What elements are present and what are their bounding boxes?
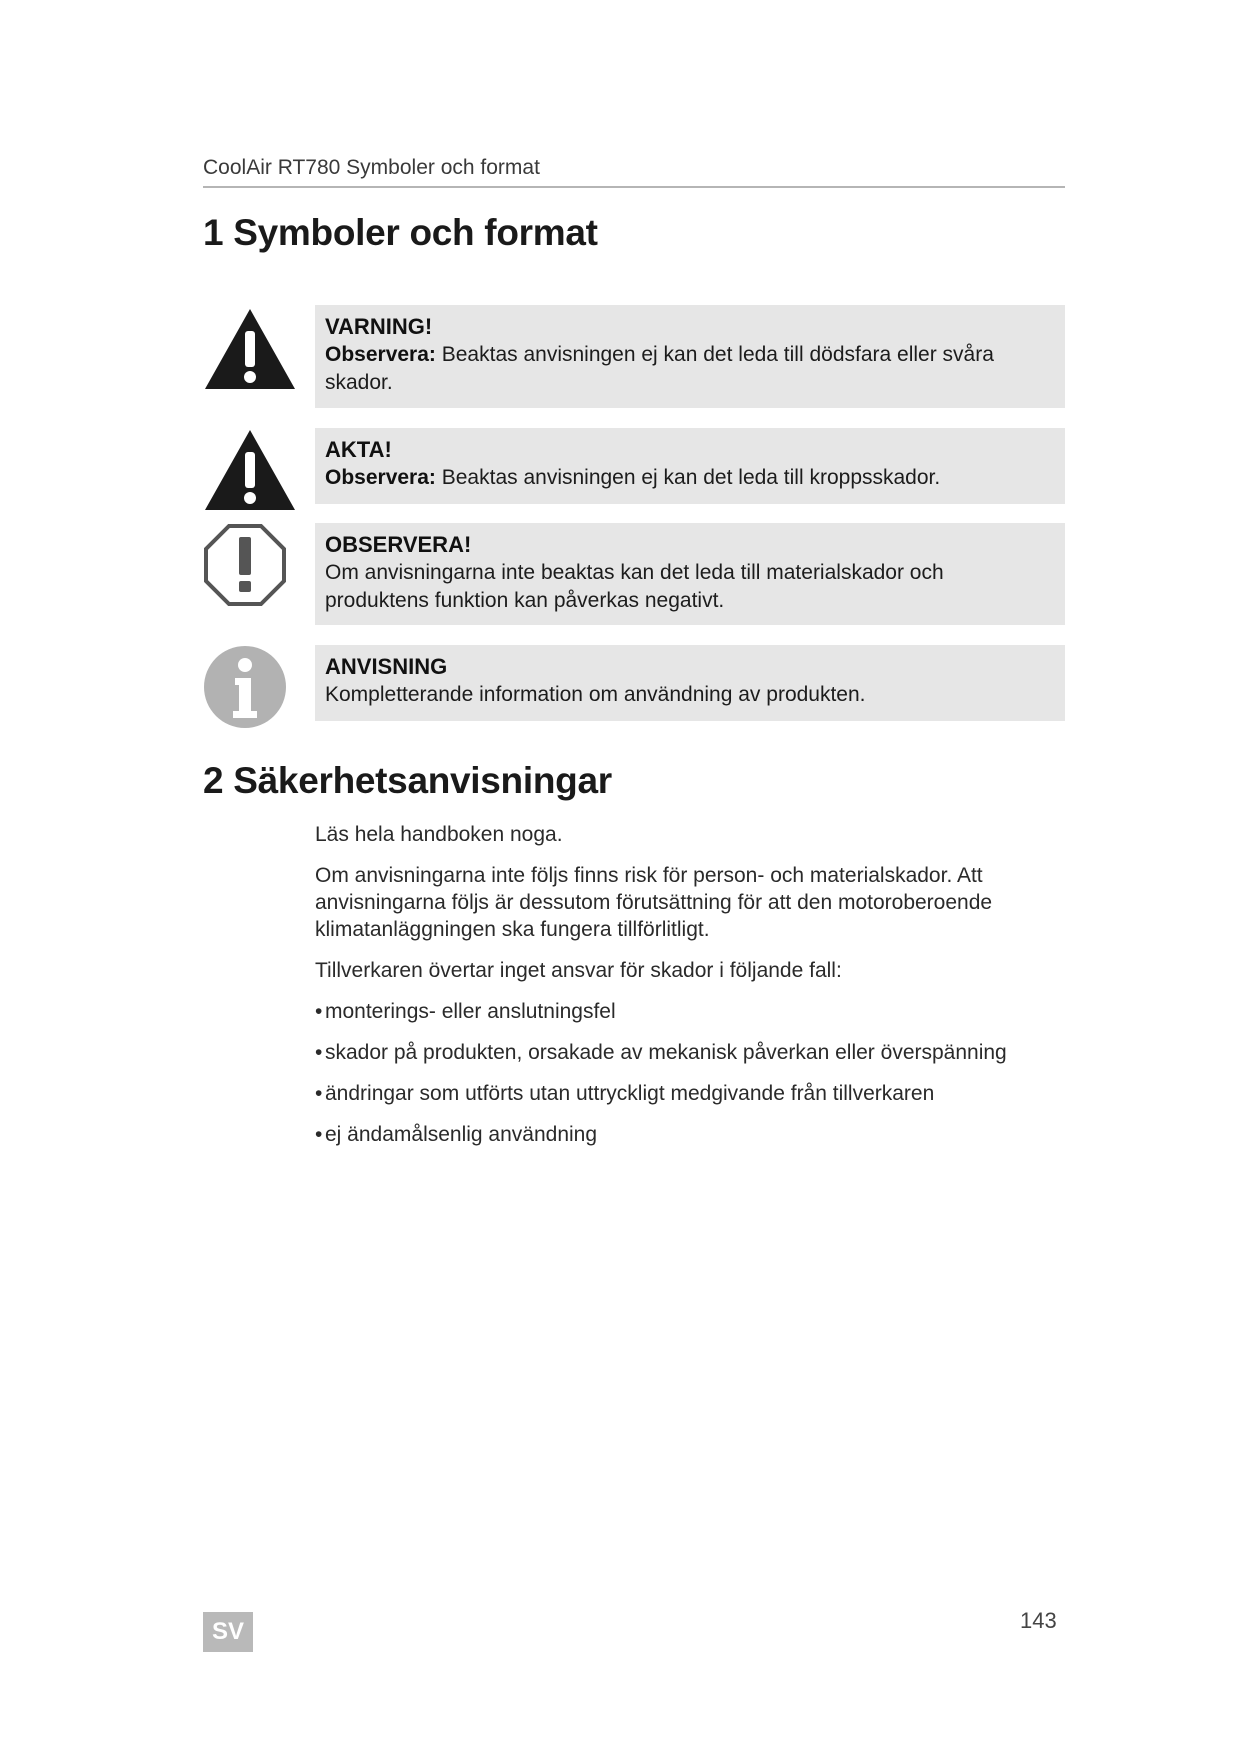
notice-title: VARNING! [325,314,433,339]
notice-lead: Observera: [325,466,436,489]
notice-text: Om anvisningarna inte beaktas kan det leda till materialskador och produktens funktion kan påverkas negativt. [325,561,944,612]
notice-box [315,645,1065,721]
bullet-icon: • [315,1082,323,1105]
list-item [315,1121,1065,1148]
notice-box [315,305,1065,408]
paragraph: Tillverkaren övertar inget ansvar för skador i följande fall: [315,959,842,982]
info-icon [203,645,287,729]
list-item-text: ändringar som utförts utan uttryckligt medgivande från tillverkaren [325,1082,935,1105]
paragraph: Läs hela handboken noga. [315,823,563,846]
notice-title: ANVISNING [325,654,448,679]
list-item-text: monterings- eller anslutningsfel [325,1000,616,1023]
language-badge: SV [203,1612,253,1652]
bullet-icon: • [315,1123,323,1146]
paragraph: Om anvisningarna inte följs finns risk för person- och materialskador. Att anvisningarna följs är dessutom förutsättning för att den motoroberoende klimatanläggningen ska fungera tillförlitligt. [315,864,993,941]
page-number: 143 [1020,1608,1057,1633]
list-item [315,1080,1065,1107]
running-header: CoolAir RT780 Symboler och format [203,156,1065,188]
notice-body: Beaktas anvisningen ej kan det leda till dödsfara eller svåra skador. [325,343,994,394]
notice-box [315,523,1065,625]
notice-lead: Observera: [325,343,436,366]
section-2-heading: 2 Säkerhetsanvisningar [203,760,612,801]
list-item [315,1039,1065,1066]
list-item [315,998,1065,1025]
notice-text [325,341,1053,397]
notice-body: Beaktas anvisningen ej kan det leda till kroppsskador. [435,466,941,489]
notice-title: AKTA! [325,437,392,462]
section-2-body [315,821,1065,1162]
notice-title: OBSERVERA! [325,532,472,557]
bullet-icon: • [315,1000,323,1023]
notice-caution [203,428,1065,504]
bullet-icon: • [315,1041,323,1064]
caution-triangle-icon [203,428,297,512]
list-item-text: ej ändamålsenlig användning [325,1123,598,1146]
notice-text [325,464,1053,492]
notice-warning [203,305,1065,408]
section-1-heading: 1 Symboler och format [203,212,598,253]
notice-box [315,428,1065,504]
notice-attention [203,523,1065,625]
list-item-text: skador på produkten, orsakade av mekanisk påverkan eller överspänning [325,1041,1007,1064]
warning-triangle-icon [203,307,297,391]
notice-info [203,645,1065,721]
notice-text: Kompletterande information om användning av produkten. [325,683,866,706]
octagon-exclamation-icon [203,523,287,607]
